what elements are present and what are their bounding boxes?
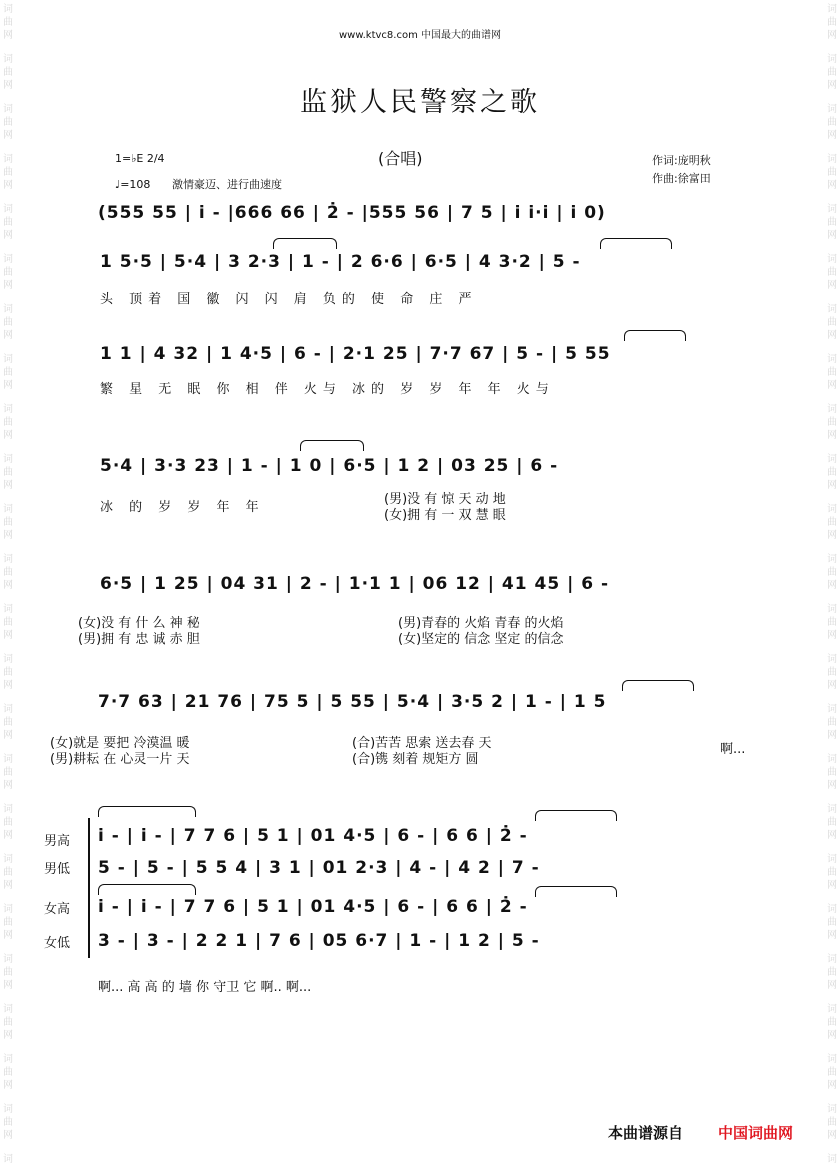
watermark-glyph: 曲 [827, 367, 837, 378]
watermark-glyph: 词 [3, 104, 13, 115]
notation-row-1: (555 55 | i - |666 66 | 2̇ - |555 56 | 7 5 | i i·i | i 0) [98, 203, 606, 223]
key-signature: 1=♭E 2/4 [115, 152, 165, 165]
watermark-glyph: 词 [827, 154, 837, 165]
lyrics-row-5-female: (女)没 有 什 么 神 秘 [78, 616, 200, 631]
watermark-glyph: 网 [827, 580, 837, 591]
watermark-glyph: 曲 [827, 1017, 837, 1028]
watermark-glyph: 网 [3, 880, 13, 891]
watermark-glyph: 曲 [3, 217, 13, 228]
slur-mark [600, 238, 672, 249]
watermark-glyph: 词 [3, 4, 13, 15]
tempo-mark: ♩=108 [115, 178, 151, 191]
choir-part-bass: 5 - | 5 - | 5 5 4 | 3 1 | 01 2·3 | 4 - | 4 2 | 7 - [98, 858, 540, 878]
footer-brand-link[interactable]: 中国词曲网 [718, 1124, 794, 1142]
choir-part-alto: 3 - | 3 - | 2 2 1 | 7 6 | 05 6·7 | 1 - | 1 2 | 5 - [98, 931, 540, 951]
watermark-glyph: 词 [3, 354, 13, 365]
watermark-glyph: 词 [3, 904, 13, 915]
watermark-glyph: 词 [3, 304, 13, 315]
watermark-glyph: 曲 [3, 167, 13, 178]
voice-label-tenor: 男高 [44, 834, 71, 849]
footer-source-label: 本曲谱源自 [608, 1124, 684, 1142]
watermark-glyph: 曲 [827, 67, 837, 78]
watermark-glyph: 词 [3, 804, 13, 815]
watermark-glyph: 网 [827, 430, 837, 441]
watermark-glyph: 网 [3, 180, 13, 191]
watermark-glyph: 词 [827, 1054, 837, 1065]
watermark-glyph: 曲 [3, 1017, 13, 1028]
watermark-glyph: 网 [827, 480, 837, 491]
watermark-glyph: 词 [827, 104, 837, 115]
watermark-glyph: 网 [827, 180, 837, 191]
watermark-glyph: 网 [3, 1080, 13, 1091]
watermark-glyph: 词 [827, 254, 837, 265]
lyricist-credit: 作词:庞明秋 [652, 154, 711, 167]
watermark-glyph: 曲 [827, 667, 837, 678]
watermark-glyph: 曲 [827, 617, 837, 628]
slur-mark [624, 330, 686, 341]
watermark-glyph: 曲 [827, 867, 837, 878]
watermark-glyph: 曲 [3, 1067, 13, 1078]
watermark-glyph: 网 [3, 380, 13, 391]
watermark-glyph: 词 [827, 1104, 837, 1115]
lyrics-row-5-tail-a: (男)青春的 火焰 青春 的火焰 [398, 616, 564, 631]
choir-part-soprano: i - | i - | 7 7 6 | 5 1 | 01 4·5 | 6 - | 6 6 | 2̇ - [98, 897, 528, 917]
watermark-glyph: 曲 [827, 567, 837, 578]
watermark-glyph: 曲 [3, 817, 13, 828]
watermark-glyph: 词 [827, 454, 837, 465]
lyrics-row-4: 冰 的 岁 岁 年 年 [100, 500, 265, 515]
slur-mark [535, 886, 617, 897]
watermark-glyph: 曲 [827, 117, 837, 128]
watermark-glyph: 曲 [3, 17, 13, 28]
watermark-glyph: 网 [827, 530, 837, 541]
watermark-glyph: 网 [827, 280, 837, 291]
watermark-glyph: 网 [3, 530, 13, 541]
lyrics-row-4-female: (女)拥 有 一 双 慧 眼 [384, 508, 506, 523]
slur-mark [535, 810, 617, 821]
watermark-glyph: 词 [3, 554, 13, 565]
watermark-glyph: 曲 [3, 1117, 13, 1128]
watermark-glyph: 网 [827, 130, 837, 141]
site-url-line: www.ktvc8.com 中国最大的曲谱网 [338, 30, 501, 41]
watermark-glyph: 网 [827, 780, 837, 791]
watermark-glyph: 词 [3, 204, 13, 215]
watermark-glyph: 词 [827, 1154, 837, 1165]
watermark-glyph: 曲 [3, 517, 13, 528]
watermark-glyph: 曲 [3, 117, 13, 128]
watermark-glyph: 网 [827, 730, 837, 741]
notation-row-2: 1 5·5 | 5·4 | 3 2·3 | 1 - | 2 6·6 | 6·5 | 4 3·2 | 5 - [100, 252, 581, 272]
watermark-glyph: 词 [3, 954, 13, 965]
watermark-glyph: 网 [3, 680, 13, 691]
lyrics-row-6-tail-b: (合)镌 刻着 规矩方 圆 [352, 752, 479, 767]
watermark-glyph: 网 [3, 1130, 13, 1141]
watermark-glyph: 网 [827, 880, 837, 891]
watermark-glyph: 曲 [827, 167, 837, 178]
right-watermark-strip [824, 0, 840, 1169]
choir-brace [88, 818, 90, 958]
watermark-glyph: 曲 [3, 317, 13, 328]
lyrics-row-3: 繁 星 无 眠 你 相 伴 火与 冰的 岁 岁 年 年 火与 [100, 382, 555, 397]
notation-row-5: 6·5 | 1 25 | 04 31 | 2 - | 1·1 1 | 06 12 | 41 45 | 6 - [100, 574, 610, 594]
watermark-glyph: 词 [3, 1004, 13, 1015]
watermark-glyph: 曲 [3, 617, 13, 628]
watermark-glyph: 网 [3, 780, 13, 791]
watermark-glyph: 网 [3, 480, 13, 491]
watermark-glyph: 曲 [827, 1067, 837, 1078]
watermark-glyph: 曲 [3, 567, 13, 578]
voice-label-bass: 男低 [44, 862, 71, 877]
watermark-glyph: 词 [3, 654, 13, 665]
watermark-glyph: 词 [827, 504, 837, 515]
watermark-glyph: 词 [827, 654, 837, 665]
watermark-glyph: 网 [3, 280, 13, 291]
watermark-glyph: 词 [3, 754, 13, 765]
watermark-glyph: 曲 [3, 917, 13, 928]
watermark-glyph: 曲 [827, 1117, 837, 1128]
watermark-glyph: 词 [3, 854, 13, 865]
watermark-glyph: 网 [827, 1130, 837, 1141]
watermark-glyph: 网 [827, 830, 837, 841]
watermark-glyph: 词 [827, 204, 837, 215]
lyrics-row-6-tail-a: (合)苦苦 思索 送去春 天 [352, 736, 492, 751]
watermark-glyph: 网 [3, 430, 13, 441]
watermark-glyph: 曲 [827, 717, 837, 728]
watermark-glyph: 曲 [827, 517, 837, 528]
lyrics-row-4-male: (男)没 有 惊 天 动 地 [384, 492, 506, 507]
watermark-glyph: 曲 [3, 67, 13, 78]
watermark-glyph: 网 [3, 730, 13, 741]
watermark-glyph: 网 [3, 1030, 13, 1041]
lyrics-row-2: 头 顶着 国 徽 闪 闪 肩 负的 使 命 庄 严 [100, 292, 478, 307]
lyrics-row-5-male: (男)拥 有 忠 诚 赤 胆 [78, 632, 200, 647]
watermark-glyph: 词 [827, 904, 837, 915]
lyrics-row-6-female: (女)就是 要把 冷漠温 暖 [50, 736, 190, 751]
watermark-glyph: 网 [827, 680, 837, 691]
watermark-glyph: 曲 [3, 967, 13, 978]
song-subtitle: (合唱) [378, 149, 423, 168]
watermark-glyph: 网 [3, 830, 13, 841]
watermark-glyph: 网 [827, 980, 837, 991]
watermark-glyph: 词 [3, 154, 13, 165]
watermark-glyph: 词 [827, 1004, 837, 1015]
lyrics-row-6-male: (男)耕耘 在 心灵一片 天 [50, 752, 190, 767]
watermark-glyph: 曲 [3, 667, 13, 678]
watermark-glyph: 曲 [827, 217, 837, 228]
watermark-glyph: 词 [3, 1154, 13, 1165]
song-title: 监狱人民警察之歌 [300, 87, 540, 118]
watermark-glyph: 曲 [827, 767, 837, 778]
watermark-glyph: 词 [827, 554, 837, 565]
slur-mark [622, 680, 694, 691]
watermark-glyph: 曲 [827, 317, 837, 328]
watermark-glyph: 词 [827, 704, 837, 715]
watermark-glyph: 词 [827, 404, 837, 415]
watermark-glyph: 曲 [3, 417, 13, 428]
watermark-glyph: 网 [827, 30, 837, 41]
watermark-glyph: 词 [3, 504, 13, 515]
watermark-glyph: 词 [827, 604, 837, 615]
choir-lyrics: 啊... 高 高 的 墙 你 守卫 它 啊.. 啊... [98, 980, 312, 995]
watermark-glyph: 曲 [827, 17, 837, 28]
watermark-glyph: 词 [827, 354, 837, 365]
notation-row-6: 7·7 63 | 21 76 | 75 5 | 5 55 | 5·4 | 3·5 2 | 1 - | 1 5 [98, 692, 607, 712]
watermark-glyph: 词 [827, 54, 837, 65]
watermark-glyph: 网 [827, 1030, 837, 1041]
left-watermark-strip [0, 0, 16, 1169]
watermark-glyph: 网 [827, 930, 837, 941]
watermark-glyph: 曲 [3, 767, 13, 778]
voice-label-soprano: 女高 [44, 902, 71, 917]
expression-mark: 激情豪迈、进行曲速度 [172, 178, 282, 191]
watermark-glyph: 网 [3, 230, 13, 241]
watermark-glyph: 词 [3, 404, 13, 415]
watermark-glyph: 网 [827, 330, 837, 341]
slur-mark [300, 440, 364, 451]
watermark-glyph: 网 [827, 380, 837, 391]
watermark-glyph: 网 [827, 630, 837, 641]
watermark-glyph: 网 [3, 130, 13, 141]
watermark-glyph: 曲 [3, 367, 13, 378]
watermark-glyph: 网 [3, 30, 13, 41]
watermark-glyph: 词 [827, 854, 837, 865]
watermark-glyph: 曲 [3, 467, 13, 478]
watermark-glyph: 曲 [3, 267, 13, 278]
watermark-glyph: 词 [827, 804, 837, 815]
watermark-glyph: 网 [827, 80, 837, 91]
watermark-glyph: 网 [3, 580, 13, 591]
watermark-glyph: 曲 [827, 417, 837, 428]
watermark-glyph: 曲 [827, 267, 837, 278]
slur-mark [98, 884, 196, 895]
lyrics-row-6-end: 啊... [720, 742, 746, 757]
notation-row-3: 1 1 | 4 32 | 1 4·5 | 6 - | 2·1 25 | 7·7 67 | 5 - | 5 55 [100, 344, 611, 364]
watermark-glyph: 词 [3, 254, 13, 265]
watermark-glyph: 曲 [827, 967, 837, 978]
watermark-glyph: 网 [3, 80, 13, 91]
watermark-glyph: 网 [3, 330, 13, 341]
watermark-glyph: 曲 [827, 917, 837, 928]
watermark-glyph: 网 [3, 930, 13, 941]
watermark-glyph: 词 [3, 454, 13, 465]
lyrics-row-5-tail-b: (女)坚定的 信念 坚定 的信念 [398, 632, 564, 647]
watermark-glyph: 曲 [3, 717, 13, 728]
watermark-glyph: 词 [827, 4, 837, 15]
watermark-glyph: 网 [3, 980, 13, 991]
watermark-glyph: 曲 [827, 467, 837, 478]
watermark-glyph: 词 [3, 1104, 13, 1115]
slur-mark [98, 806, 196, 817]
choir-part-tenor: i - | i - | 7 7 6 | 5 1 | 01 4·5 | 6 - | 6 6 | 2̇ - [98, 826, 528, 846]
watermark-glyph: 词 [3, 54, 13, 65]
watermark-glyph: 词 [827, 754, 837, 765]
watermark-glyph: 网 [3, 630, 13, 641]
voice-label-alto: 女低 [44, 936, 71, 951]
watermark-glyph: 网 [827, 230, 837, 241]
watermark-glyph: 词 [827, 304, 837, 315]
slur-mark [273, 238, 337, 249]
notation-row-4: 5·4 | 3·3 23 | 1 - | 1 0 | 6·5 | 1 2 | 03 25 | 6 - [100, 456, 559, 476]
watermark-glyph: 词 [3, 1054, 13, 1065]
watermark-glyph: 词 [827, 954, 837, 965]
watermark-glyph: 曲 [827, 817, 837, 828]
watermark-glyph: 词 [3, 604, 13, 615]
watermark-glyph: 网 [827, 1080, 837, 1091]
composer-credit: 作曲:徐富田 [652, 172, 711, 185]
watermark-glyph: 词 [3, 704, 13, 715]
watermark-glyph: 曲 [3, 867, 13, 878]
